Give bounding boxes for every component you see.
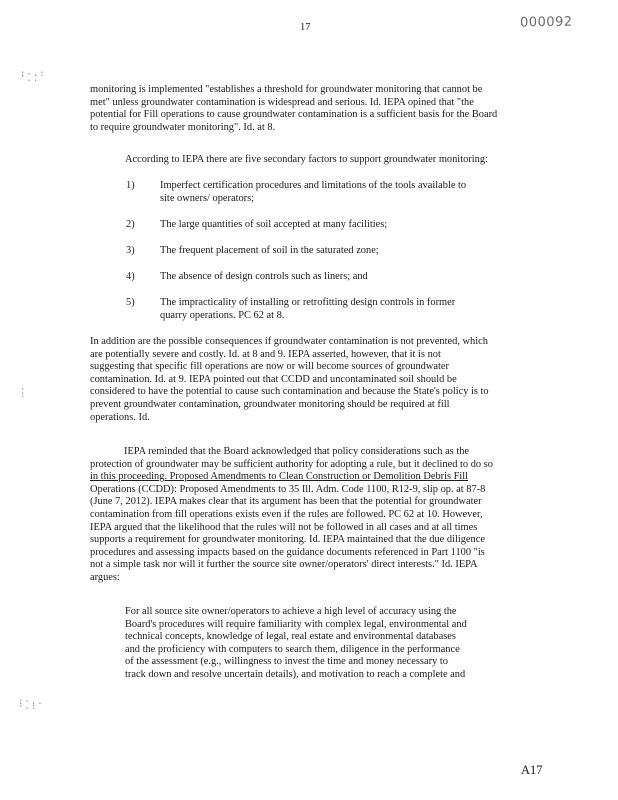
scan-speck: :-.: '.. bbox=[20, 69, 46, 84]
text-line: contamination. Id. at 9. IEPA pointed out that CCDD and uncontaminated soil should be bbox=[90, 373, 457, 385]
factor-number: 2) bbox=[126, 219, 135, 230]
text-line: protection of groundwater may be sufficient authority for adopting a rule, but it declined to do so bbox=[90, 458, 493, 470]
bates-stamp: 000092 bbox=[519, 14, 573, 31]
text-line: monitoring is implemented "establishes a threshold for groundwater monitoring that cannot be bbox=[90, 84, 483, 95]
factor-item bbox=[160, 271, 520, 284]
text-line: Operations (CCDD): Proposed Amendments to 35 Ill. Adm. Code 1100, R12-9, slip op. at 87-8 bbox=[90, 483, 486, 495]
scan-speck: · : bbox=[20, 385, 27, 400]
block-quote bbox=[125, 606, 515, 682]
text-line: met" unless groundwater contamination is widespread and serious. Id. IEPA opined that "the bbox=[90, 96, 474, 108]
text-line: prevent groundwater contamination, groundwater monitoring should be required at fill bbox=[90, 398, 450, 410]
text-line: In addition are the possible consequences if groundwater contamination is not prevented, which bbox=[90, 336, 488, 347]
text-line: are potentially severe and costly. Id. at 8 and 9. IEPA asserted, however, that it is not bbox=[90, 348, 441, 360]
factor-number: 1) bbox=[126, 180, 135, 191]
appendix-page-label: A17 bbox=[521, 763, 543, 777]
text-line: contamination from fill operations exists even if the rules are followed. PC 62 at 10. However, bbox=[90, 508, 483, 520]
paragraph-continuation bbox=[90, 84, 530, 134]
text-line: procedures and assessing impacts based on the guidance documents referenced in Part 1100 "is bbox=[90, 546, 485, 558]
quote-line: of the assessment (e.g., willingness to invest the time and money necessary to bbox=[125, 656, 448, 668]
quote-line: Board's procedures will require familiarity with complex legal, environmental and bbox=[125, 618, 467, 630]
text-line: considered to have the potential to cause such contamination and because the State's policy is to bbox=[90, 386, 489, 398]
text-line: The impracticality of installing or retrofitting design controls in former bbox=[160, 297, 456, 308]
paragraph bbox=[90, 446, 530, 585]
quote-line: technical concepts, knowledge of legal, real estate and environmental databases bbox=[125, 631, 456, 643]
factor-item bbox=[160, 297, 520, 322]
text-line: supports a requirement for groundwater monitoring. Id. IEPA maintained that the due diligence bbox=[90, 534, 485, 546]
text-line: IEPA reminded that the Board acknowledged that policy considerations such as the bbox=[124, 446, 470, 457]
quote-line: For all source site owner/operators to achieve a high level of accuracy using the bbox=[125, 606, 457, 617]
text-line: (June 7, 2012). IEPA makes clear that its argument has been that the potential for groundwater bbox=[90, 496, 482, 508]
text-line: Imperfect certification procedures and limitations of the tools available to bbox=[160, 180, 467, 191]
factor-item bbox=[160, 245, 520, 258]
quote-line: and the proficiency with computers to search them, diligence in the performance bbox=[125, 643, 460, 655]
citation-line: in this proceeding. Proposed Amendments to Clean Construction or Demolition Debris Fill bbox=[90, 471, 469, 483]
paragraph bbox=[90, 336, 530, 424]
scan-speck: :·.. ·.: bbox=[18, 697, 44, 712]
text-line: The large quantities of soil accepted at many facilities; bbox=[160, 219, 388, 230]
text-line: potential for Fill operations to cause groundwater contamination is a sufficient basis for the Board bbox=[90, 109, 498, 121]
factor-item bbox=[160, 180, 520, 205]
factor-number: 5) bbox=[126, 297, 135, 308]
quote-line: track down and resolve uncertain details), and motivation to reach a complete and bbox=[125, 668, 466, 680]
text-line: IEPA argued that the likelihood that the rules will not be followed in all cases and at all times bbox=[90, 521, 478, 533]
text-line: The absence of design controls such as liners; and bbox=[160, 271, 368, 282]
factor-number: 3) bbox=[126, 245, 135, 256]
factors-intro: According to IEPA there are five secondary factors to support groundwater monitoring: bbox=[125, 154, 488, 165]
text-line: to require groundwater monitoring". Id. at 8. bbox=[90, 121, 276, 133]
text-line: quarry operations. PC 62 at 8. bbox=[160, 309, 285, 321]
factor-number: 4) bbox=[126, 271, 135, 282]
text-line: suggesting that specific fill operations are now or will become sources of groundwater bbox=[90, 361, 449, 373]
text-line: site owners/ operators; bbox=[160, 192, 255, 204]
text-line: argues: bbox=[90, 571, 120, 583]
page-number: 17 bbox=[300, 22, 311, 33]
text-line: not a simple task nor will it further the source site owner/operators' direct interests." Id. IEPA bbox=[90, 559, 478, 571]
factor-item bbox=[160, 219, 520, 232]
text-line: operations. Id. bbox=[90, 411, 150, 423]
text-line: The frequent placement of soil in the saturated zone; bbox=[160, 245, 379, 256]
